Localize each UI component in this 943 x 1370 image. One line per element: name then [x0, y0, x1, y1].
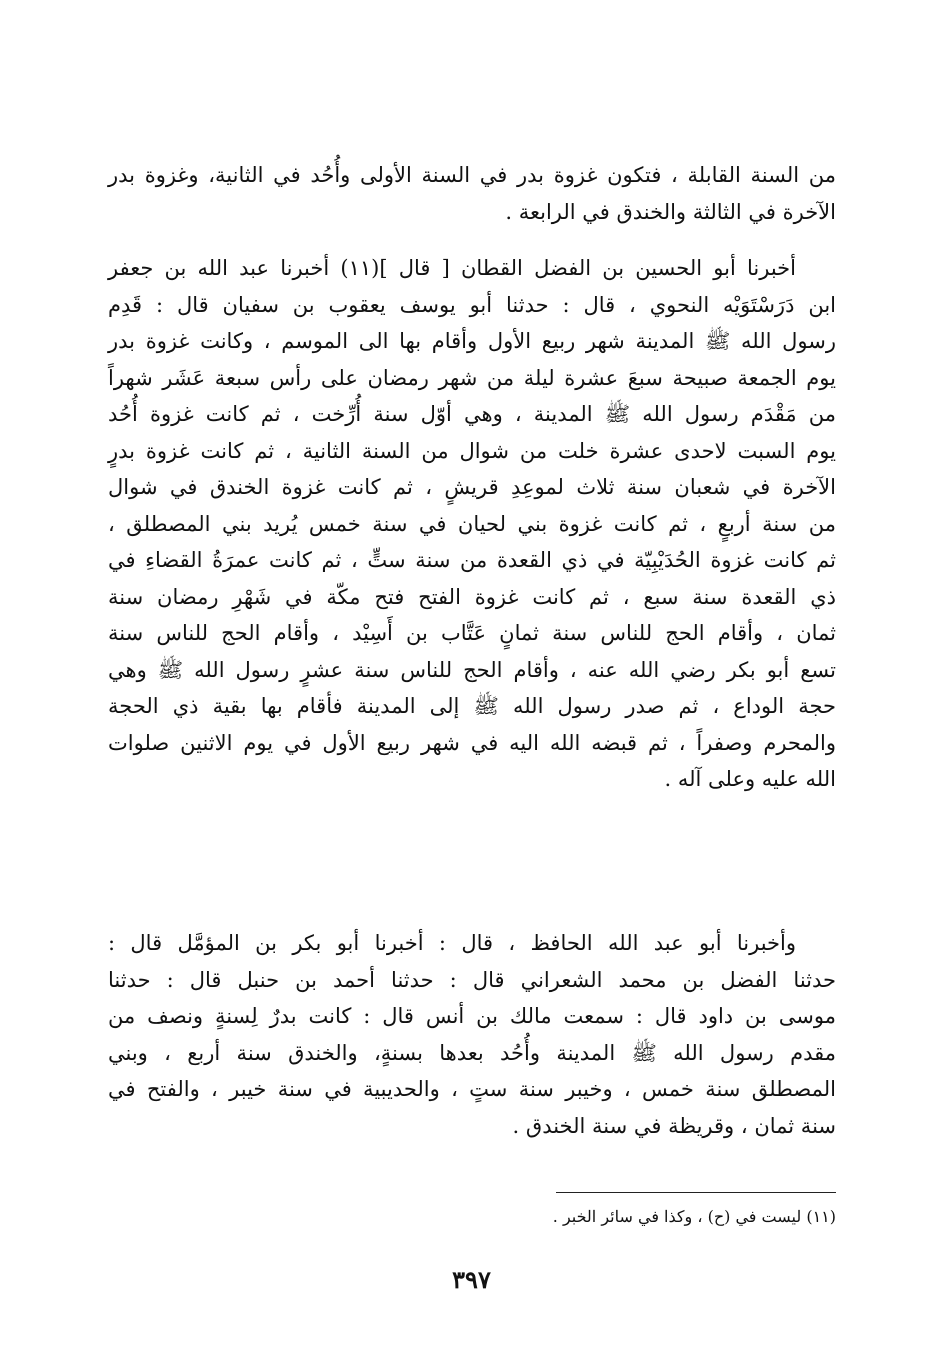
text-line: ابن دَرَسْتَوَيْه النحوي ، قال : حدثنا أبو يوسف يعقوب بن سفيان قال : قَدِم [108, 292, 836, 317]
text-line: الله عليه وعلى آله . [664, 767, 836, 791]
text-line: تسع أبو بكر رضي الله عنه ، وأقام الحج للناس سنة عشرٍ رسول الله ﷺ وهي [108, 657, 836, 682]
text-line: رسول الله ﷺ المدينة شهر ربيع الأول وأقام بها الى الموسم ، وكانت غزوة بدر [108, 329, 836, 353]
text-line: أخبرنا أبو الحسين بن الفضل القطان [ قال ](١١) أخبرنا عبد الله بن جعفر [108, 256, 796, 280]
text-line: سنة ثمان ، وقريظة في سنة الخندق . [512, 1113, 836, 1138]
text-line: المصطلق سنة خمس ، وخيبر سنة ستٍ ، والحديبية في سنة خيبر ، والفتح في [108, 1077, 836, 1101]
paragraph-3 [108, 925, 836, 1144]
paragraph-1 [108, 157, 836, 230]
text-line: وأخبرنا أبو عبد الله الحافظ ، قال : أخبرنا أبو بكر بن المؤمَّل قال : [108, 931, 796, 955]
text-line: والمحرم وصفراً ، ثم قبضه الله اليه في شهر ربيع الأول في يوم الاثنين صلوات [108, 730, 836, 755]
text-line: من مَقْدَم رسول الله ﷺ المدينة ، وهي أوّل سنة أُرِّخت ، ثم كانت غزوة أُحُد [108, 402, 836, 426]
text-line: يوم الجمعة صبيحة سبعَ عشرة ليلة من شهر رمضان على رأس سبعة عَشَر شهراً [108, 365, 836, 390]
text-line: يوم السبت لاحدى عشرة خلت من شوال من السنة الثانية ، ثم كانت غزوة بدرٍ [108, 438, 836, 463]
text-line: الآخرة في الثالثة والخندق في الرابعة . [505, 199, 836, 224]
text-line: من السنة القابلة ، فتكون غزوة بدر في السنة الأولى وأُحُد في الثانية، وغزوة بدر [108, 163, 836, 187]
text-line: موسى بن داود قال : سمعت مالك بن أنس قال : كانت بدرٌ لِسنةٍ ونصف من [108, 1004, 836, 1028]
footnote: (١١) ليست في (ح) ، وكذا في سائر الخبر . [552, 1207, 836, 1226]
text-line: ذي القعدة سنة سبع ، ثم كانت غزوة الفتح فتح مكّة في شَهْرِ رمضان سنة [108, 584, 836, 609]
text-line: ثمان ، وأقام الحج للناس سنة ثمانٍ عَتَّاب بن أَسِيْد ، وأقام الحج للناس سنة [108, 621, 836, 645]
paragraph-2 [108, 250, 836, 798]
text-line: ثم كانت غزوة الحُدَيْبِيّة في ذي القعدة من سنة ستٍّ ، ثم كانت عمرَةُ القضاءِ في [108, 548, 836, 572]
page-number: ٣٩٧ [452, 1265, 491, 1294]
text-line: من سنة أربعٍ ، ثم كانت غزوة بني لحيان في سنة خمس يُريد بني المصطلق ، [108, 511, 836, 536]
text-line: حدثنا الفضل بن محمد الشعراني قال : حدثنا أحمد بن حنبل قال : حدثنا [108, 967, 836, 992]
footnote-divider [556, 1192, 836, 1193]
text-line: مقدم رسول الله ﷺ المدينة وأُحُد بعدها بسنةٍ، والخندق سنة أربع ، وبني [108, 1040, 836, 1065]
text-line: حجة الوداع ، ثم صدر رسول الله ﷺ إلى المدينة فأقام بها بقية ذي الحجة [108, 694, 836, 718]
text-line: الآخرة في شعبان سنة ثلاث لموعِدِ قريشٍ ، ثم كانت غزوة الخندق في شوال [108, 475, 836, 499]
